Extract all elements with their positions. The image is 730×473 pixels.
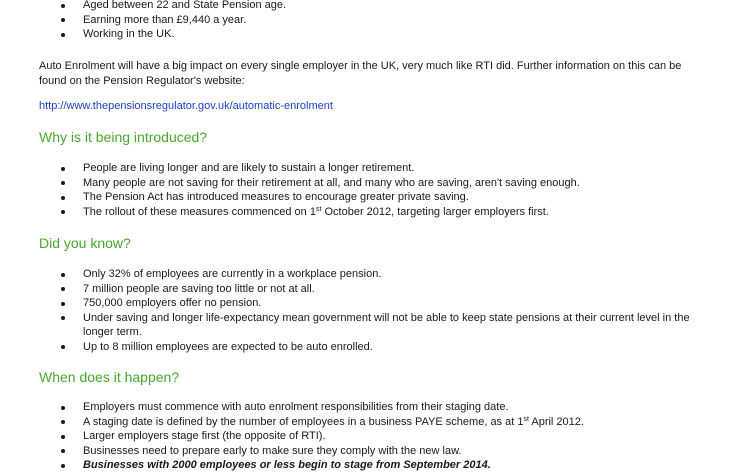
- list-item: People are living longer and are likely to sustain a longer retirement.: [58, 161, 580, 176]
- intro-paragraph: Auto Enrolment will have a big impact on every single employer in the UK, very much like RTI did. Further information on this can be found on the Pension Regulator's website:: [39, 60, 682, 87]
- section-heading-why: Why is it being introduced?: [39, 129, 208, 145]
- list-item: Working in the UK.: [58, 27, 286, 42]
- section-heading-did-you-know: Did you know?: [39, 235, 131, 251]
- list-item: 750,000 employers offer no pension.: [58, 296, 698, 311]
- why-list: [58, 161, 580, 219]
- list-item: Earning more than £9,440 a year.: [58, 13, 286, 28]
- list-item: A staging date is defined by the number of employees in a business PAYE scheme, as at 1st April 2012.: [58, 415, 584, 430]
- emphasis-item: Businesses with 2000 employees or less begin to stage from September 2014.: [58, 458, 584, 473]
- did-you-know-list: [58, 267, 698, 354]
- regulator-link[interactable]: http://www.thepensionsregulator.gov.uk/automatic-enrolment: [39, 100, 333, 112]
- list-item: Larger employers stage first (the opposite of RTI).: [58, 429, 584, 444]
- list-item: The Pension Act has introduced measures to encourage greater private saving.: [58, 190, 580, 205]
- list-item: Under saving and longer life-expectancy mean government will not be able to keep state pensions at their current level in the longer term.: [58, 311, 698, 340]
- list-item: Many people are not saving for their retirement at all, and many who are saving, aren't saving enough.: [58, 176, 580, 191]
- list-item: 7 million people are saving too little or not at all.: [58, 282, 698, 297]
- list-item: Businesses need to prepare early to make sure they comply with the new law.: [58, 444, 584, 459]
- list-item: Employers must commence with auto enrolment responsibilities from their staging date.: [58, 400, 584, 415]
- section-heading-when: When does it happen?: [39, 369, 180, 385]
- list-item: The rollout of these measures commenced on 1st October 2012, targeting larger employers first.: [58, 205, 580, 220]
- list-item: Aged between 22 and State Pension age.: [58, 0, 286, 13]
- eligibility-list: [58, 0, 286, 42]
- list-item: Only 32% of employees are currently in a workplace pension.: [58, 267, 698, 282]
- when-list: [58, 400, 584, 473]
- list-item: Up to 8 million employees are expected to be auto enrolled.: [58, 340, 698, 355]
